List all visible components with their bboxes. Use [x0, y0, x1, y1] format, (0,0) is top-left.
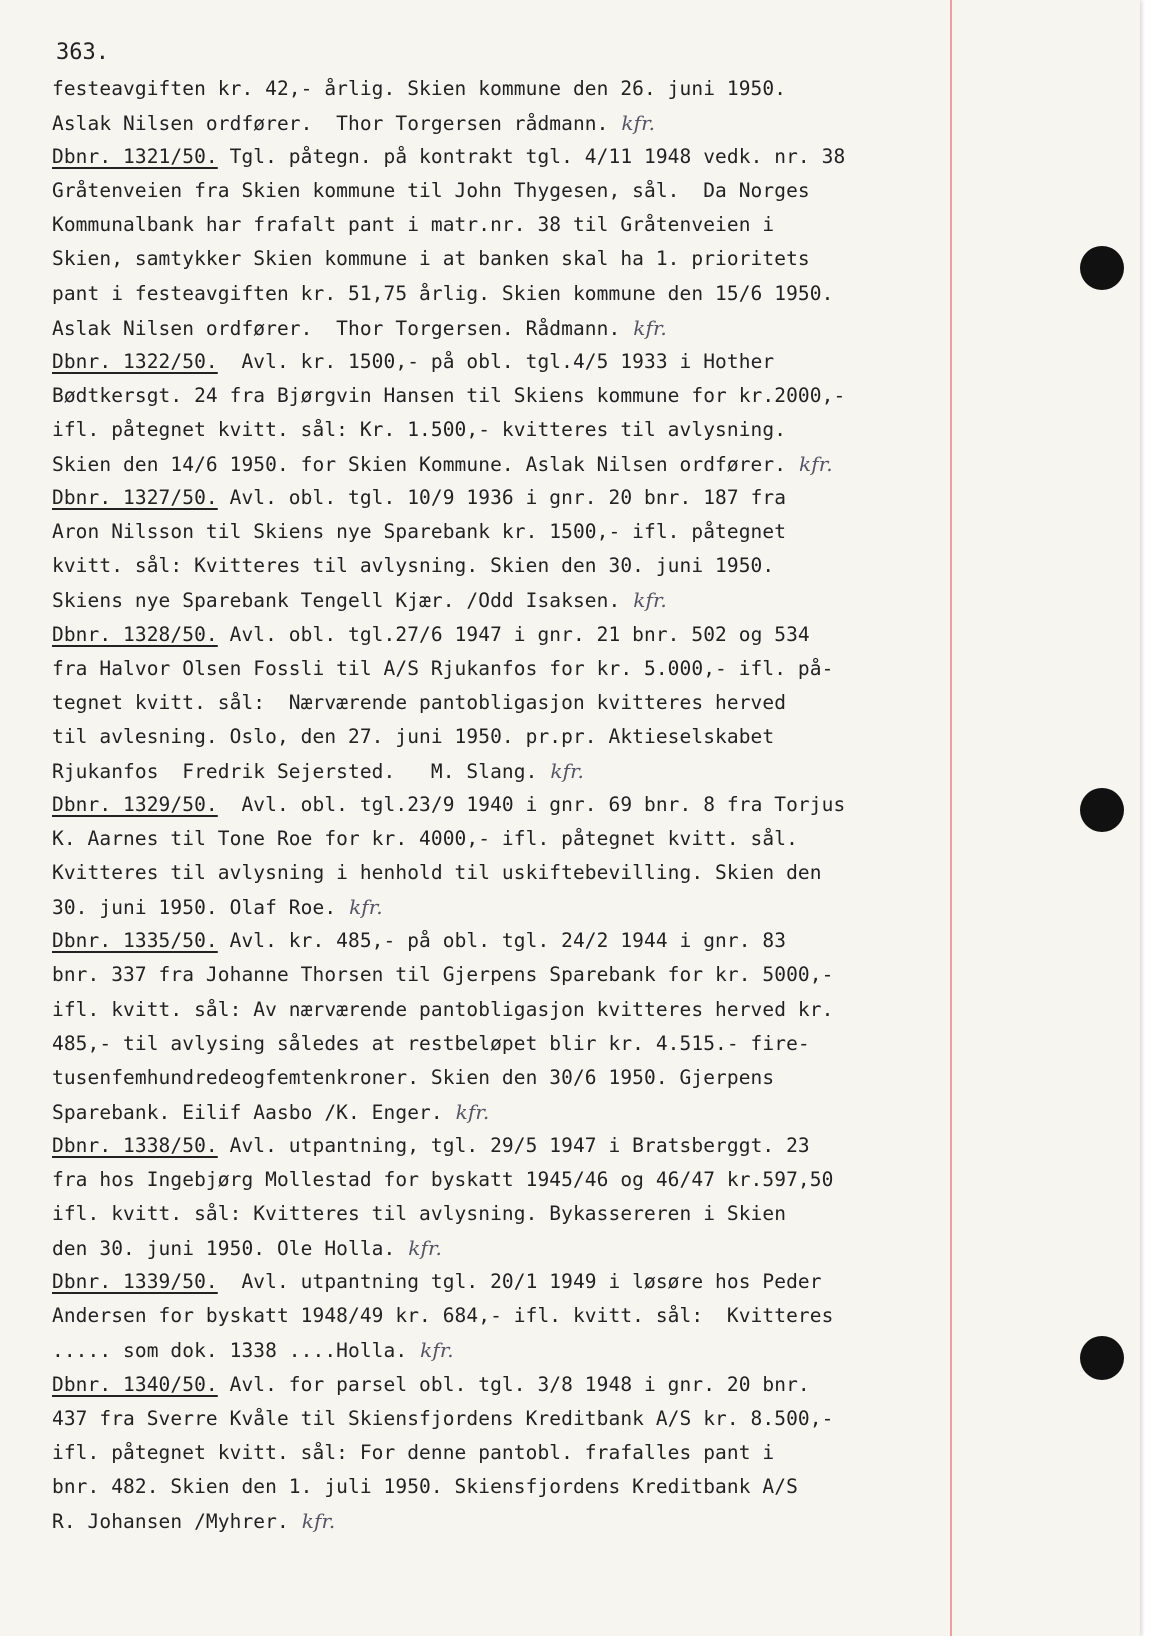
dbnr-reference: Dbnr. 1328/50.: [52, 622, 218, 646]
text-line: [52, 652, 972, 686]
line-text: Avl. obl. tgl.27/6 1947 i gnr. 21 bnr. 502 og 534: [217, 622, 810, 646]
text-line: [52, 993, 972, 1027]
text-line: [52, 720, 972, 754]
text-line: [52, 754, 972, 788]
line-text: ifl. kvitt. sål: Av nærværende pantobligasjon kvitteres herved kr.: [52, 997, 834, 1021]
dbnr-reference: Dbnr. 1321/50.: [52, 145, 218, 169]
text-line: [52, 447, 972, 481]
text-line: [52, 1163, 972, 1197]
dbnr-reference: Dbnr. 1327/50.: [52, 486, 218, 510]
text-line: [52, 890, 972, 924]
entry-heading-line: [52, 345, 972, 379]
handwritten-initials: kfr.: [336, 895, 383, 920]
line-text: fra Halvor Olsen Fossli til A/S Rjukanfos for kr. 5.000,- ifl. på-: [52, 656, 834, 680]
dbnr-reference: Dbnr. 1339/50.: [52, 1270, 218, 1294]
text-line: [52, 686, 972, 720]
line-text: Bødtkersgt. 24 fra Bjørgvin Hansen til Skiens kommune for kr.2000,-: [52, 383, 846, 407]
text-line: [52, 311, 972, 345]
line-text: Tgl. påtegn. på kontrakt tgl. 4/11 1948 vedk. nr. 38: [217, 145, 846, 169]
line-text: Gråtenveien fra Skien kommune til John Thygesen, sål. Da Norges: [52, 179, 810, 203]
entry-heading-line: [52, 788, 972, 822]
text-line: [52, 549, 972, 583]
text-line: [52, 277, 972, 311]
line-text: Avl. obl. tgl. 10/9 1936 i gnr. 20 bnr. 187 fra: [217, 486, 787, 510]
line-text: Avl. utpantning, tgl. 29/5 1947 i Bratsberggt. 23: [217, 1133, 810, 1157]
line-text: ifl. kvitt. sål: Kvitteres til avlysning. Bykassereren i Skien: [52, 1202, 787, 1226]
punch-hole: [1080, 788, 1124, 832]
handwritten-initials: kfr.: [786, 452, 833, 477]
text-line: [52, 958, 972, 992]
entry-heading-line: [52, 140, 972, 174]
text-line: [52, 208, 972, 242]
text-line: [52, 822, 972, 856]
text-line: [52, 1504, 972, 1538]
line-text: Andersen for byskatt 1948/49 kr. 684,- ifl. kvitt. sål: Kvitteres: [52, 1304, 834, 1328]
text-line: [52, 1333, 972, 1367]
line-text: Aslak Nilsen ordfører. Thor Torgersen rådmann.: [52, 112, 609, 136]
text-line: [52, 413, 972, 447]
line-text: Aron Nilsson til Skiens nye Sparebank kr. 1500,- ifl. påtegnet: [52, 520, 787, 544]
text-line: [52, 1061, 972, 1095]
line-text: Avl. obl. tgl.23/9 1940 i gnr. 69 bnr. 8 fra Torjus: [217, 792, 846, 816]
page-number: 363.: [56, 40, 109, 65]
text-line: [52, 1470, 972, 1504]
handwritten-initials: kfr.: [288, 1508, 336, 1533]
punch-hole: [1080, 1336, 1124, 1380]
line-text: ..... som dok. 1338 ....Holla.: [52, 1339, 408, 1363]
dbnr-reference: Dbnr. 1340/50.: [52, 1372, 218, 1396]
line-text: Kommunalbank har frafalt pant i matr.nr. 38 til Gråtenveien i: [52, 213, 775, 237]
line-text: tusenfemhundredeogfemtenkroner. Skien den 30/6 1950. Gjerpens: [52, 1065, 775, 1089]
line-text: ifl. påtegnet kvitt. sål: Kr. 1.500,- kvitteres til avlysning.: [52, 417, 787, 441]
ledger-text: [52, 72, 972, 1538]
text-line: [52, 1299, 972, 1333]
text-line: [52, 1197, 972, 1231]
line-text: tegnet kvitt. sål: Nærværende pantobligasjon kvitteres herved: [52, 690, 787, 714]
line-text: kvitt. sål: Kvitteres til avlysning. Skien den 30. juni 1950.: [52, 554, 775, 578]
line-text: fra hos Ingebjørg Mollestad for byskatt 1945/46 og 46/47 kr.597,50: [52, 1168, 834, 1191]
line-text: Avl. for parsel obl. tgl. 3/8 1948 i gnr. 20 bnr.: [217, 1372, 810, 1396]
dbnr-reference: Dbnr. 1329/50.: [52, 792, 218, 816]
line-text: 485,- til avlysing således at restbeløpet blir kr. 4.515.- fire-: [52, 1031, 810, 1055]
text-line: [52, 1231, 972, 1265]
handwritten-initials: kfr.: [608, 111, 656, 136]
line-text: bnr. 337 fra Johanne Thorsen til Gjerpens Sparebank for kr. 5000,-: [52, 963, 834, 987]
line-text: ifl. påtegnet kvitt. sål: For denne pantobl. frafalles pant i: [52, 1440, 775, 1464]
dbnr-reference: Dbnr. 1338/50.: [52, 1133, 218, 1157]
text-line: [52, 1402, 972, 1436]
text-line: [52, 1436, 972, 1470]
text-line: [52, 515, 972, 549]
line-text: R. Johansen /Myhrer.: [52, 1509, 289, 1533]
line-text: bnr. 482. Skien den 1. juli 1950. Skiensfjordens Kreditbank A/S: [52, 1474, 798, 1498]
handwritten-initials: kfr.: [620, 315, 667, 340]
line-text: Avl. kr. 485,- på obl. tgl. 24/2 1944 i gnr. 83: [217, 929, 787, 953]
dbnr-reference: Dbnr. 1322/50.: [52, 349, 218, 373]
text-line: [52, 379, 972, 413]
text-line: [52, 1095, 972, 1129]
entry-heading-line: [52, 924, 972, 958]
dbnr-reference: Dbnr. 1335/50.: [52, 929, 218, 953]
line-text: festeavgiften kr. 42,- årlig. Skien kommune den 26. juni 1950.: [52, 77, 787, 100]
handwritten-initials: kfr.: [407, 1338, 454, 1363]
text-line: [52, 856, 972, 890]
punch-hole: [1080, 246, 1124, 290]
line-text: Kvitteres til avlysning i henhold til uskiftebevilling. Skien den: [52, 861, 822, 885]
line-text: Aslak Nilsen ordfører. Thor Torgersen. Rådmann.: [52, 316, 621, 340]
entry-heading-line: [52, 1368, 972, 1402]
line-text: 30. juni 1950. Olaf Roe.: [52, 896, 337, 920]
entry-heading-line: [52, 1265, 972, 1299]
handwritten-initials: kfr.: [395, 1236, 442, 1261]
line-text: Sparebank. Eilif Aasbo /K. Enger.: [52, 1100, 443, 1124]
handwritten-initials: kfr.: [442, 1099, 490, 1124]
text-line: [52, 174, 972, 208]
line-text: Rjukanfos Fredrik Sejersted. M. Slang.: [52, 759, 538, 783]
entry-heading-line: [52, 481, 972, 515]
line-text: til avlesning. Oslo, den 27. juni 1950. pr.pr. Aktieselskabet: [52, 724, 775, 748]
text-line: [52, 106, 972, 140]
line-text: pant i festeavgiften kr. 51,75 årlig. Skien kommune den 15/6 1950.: [52, 281, 834, 305]
entry-heading-line: [52, 1129, 972, 1163]
handwritten-initials: kfr.: [537, 758, 585, 783]
line-text: Skien, samtykker Skien kommune i at banken skal ha 1. prioritets: [52, 247, 810, 271]
text-line: [52, 242, 972, 276]
line-text: den 30. juni 1950. Ole Holla.: [52, 1237, 396, 1261]
entry-heading-line: [52, 618, 972, 652]
line-text: Avl. kr. 1500,- på obl. tgl.4/5 1933 i Hother: [217, 349, 775, 373]
line-text: Avl. utpantning tgl. 20/1 1949 i løsøre hos Peder: [217, 1270, 822, 1294]
text-line: [52, 583, 972, 617]
line-text: K. Aarnes til Tone Roe for kr. 4000,- ifl. påtegnet kvitt. sål.: [52, 827, 798, 851]
line-text: Skiens nye Sparebank Tengell Kjær. /Odd Isaksen.: [52, 589, 621, 613]
line-text: Skien den 14/6 1950. for Skien Kommune. Aslak Nilsen ordfører.: [52, 453, 787, 477]
text-line: [52, 72, 972, 106]
line-text: 437 fra Sverre Kvåle til Skiensfjordens Kreditbank A/S kr. 8.500,-: [52, 1406, 834, 1430]
text-line: [52, 1027, 972, 1061]
handwritten-initials: kfr.: [620, 588, 667, 613]
